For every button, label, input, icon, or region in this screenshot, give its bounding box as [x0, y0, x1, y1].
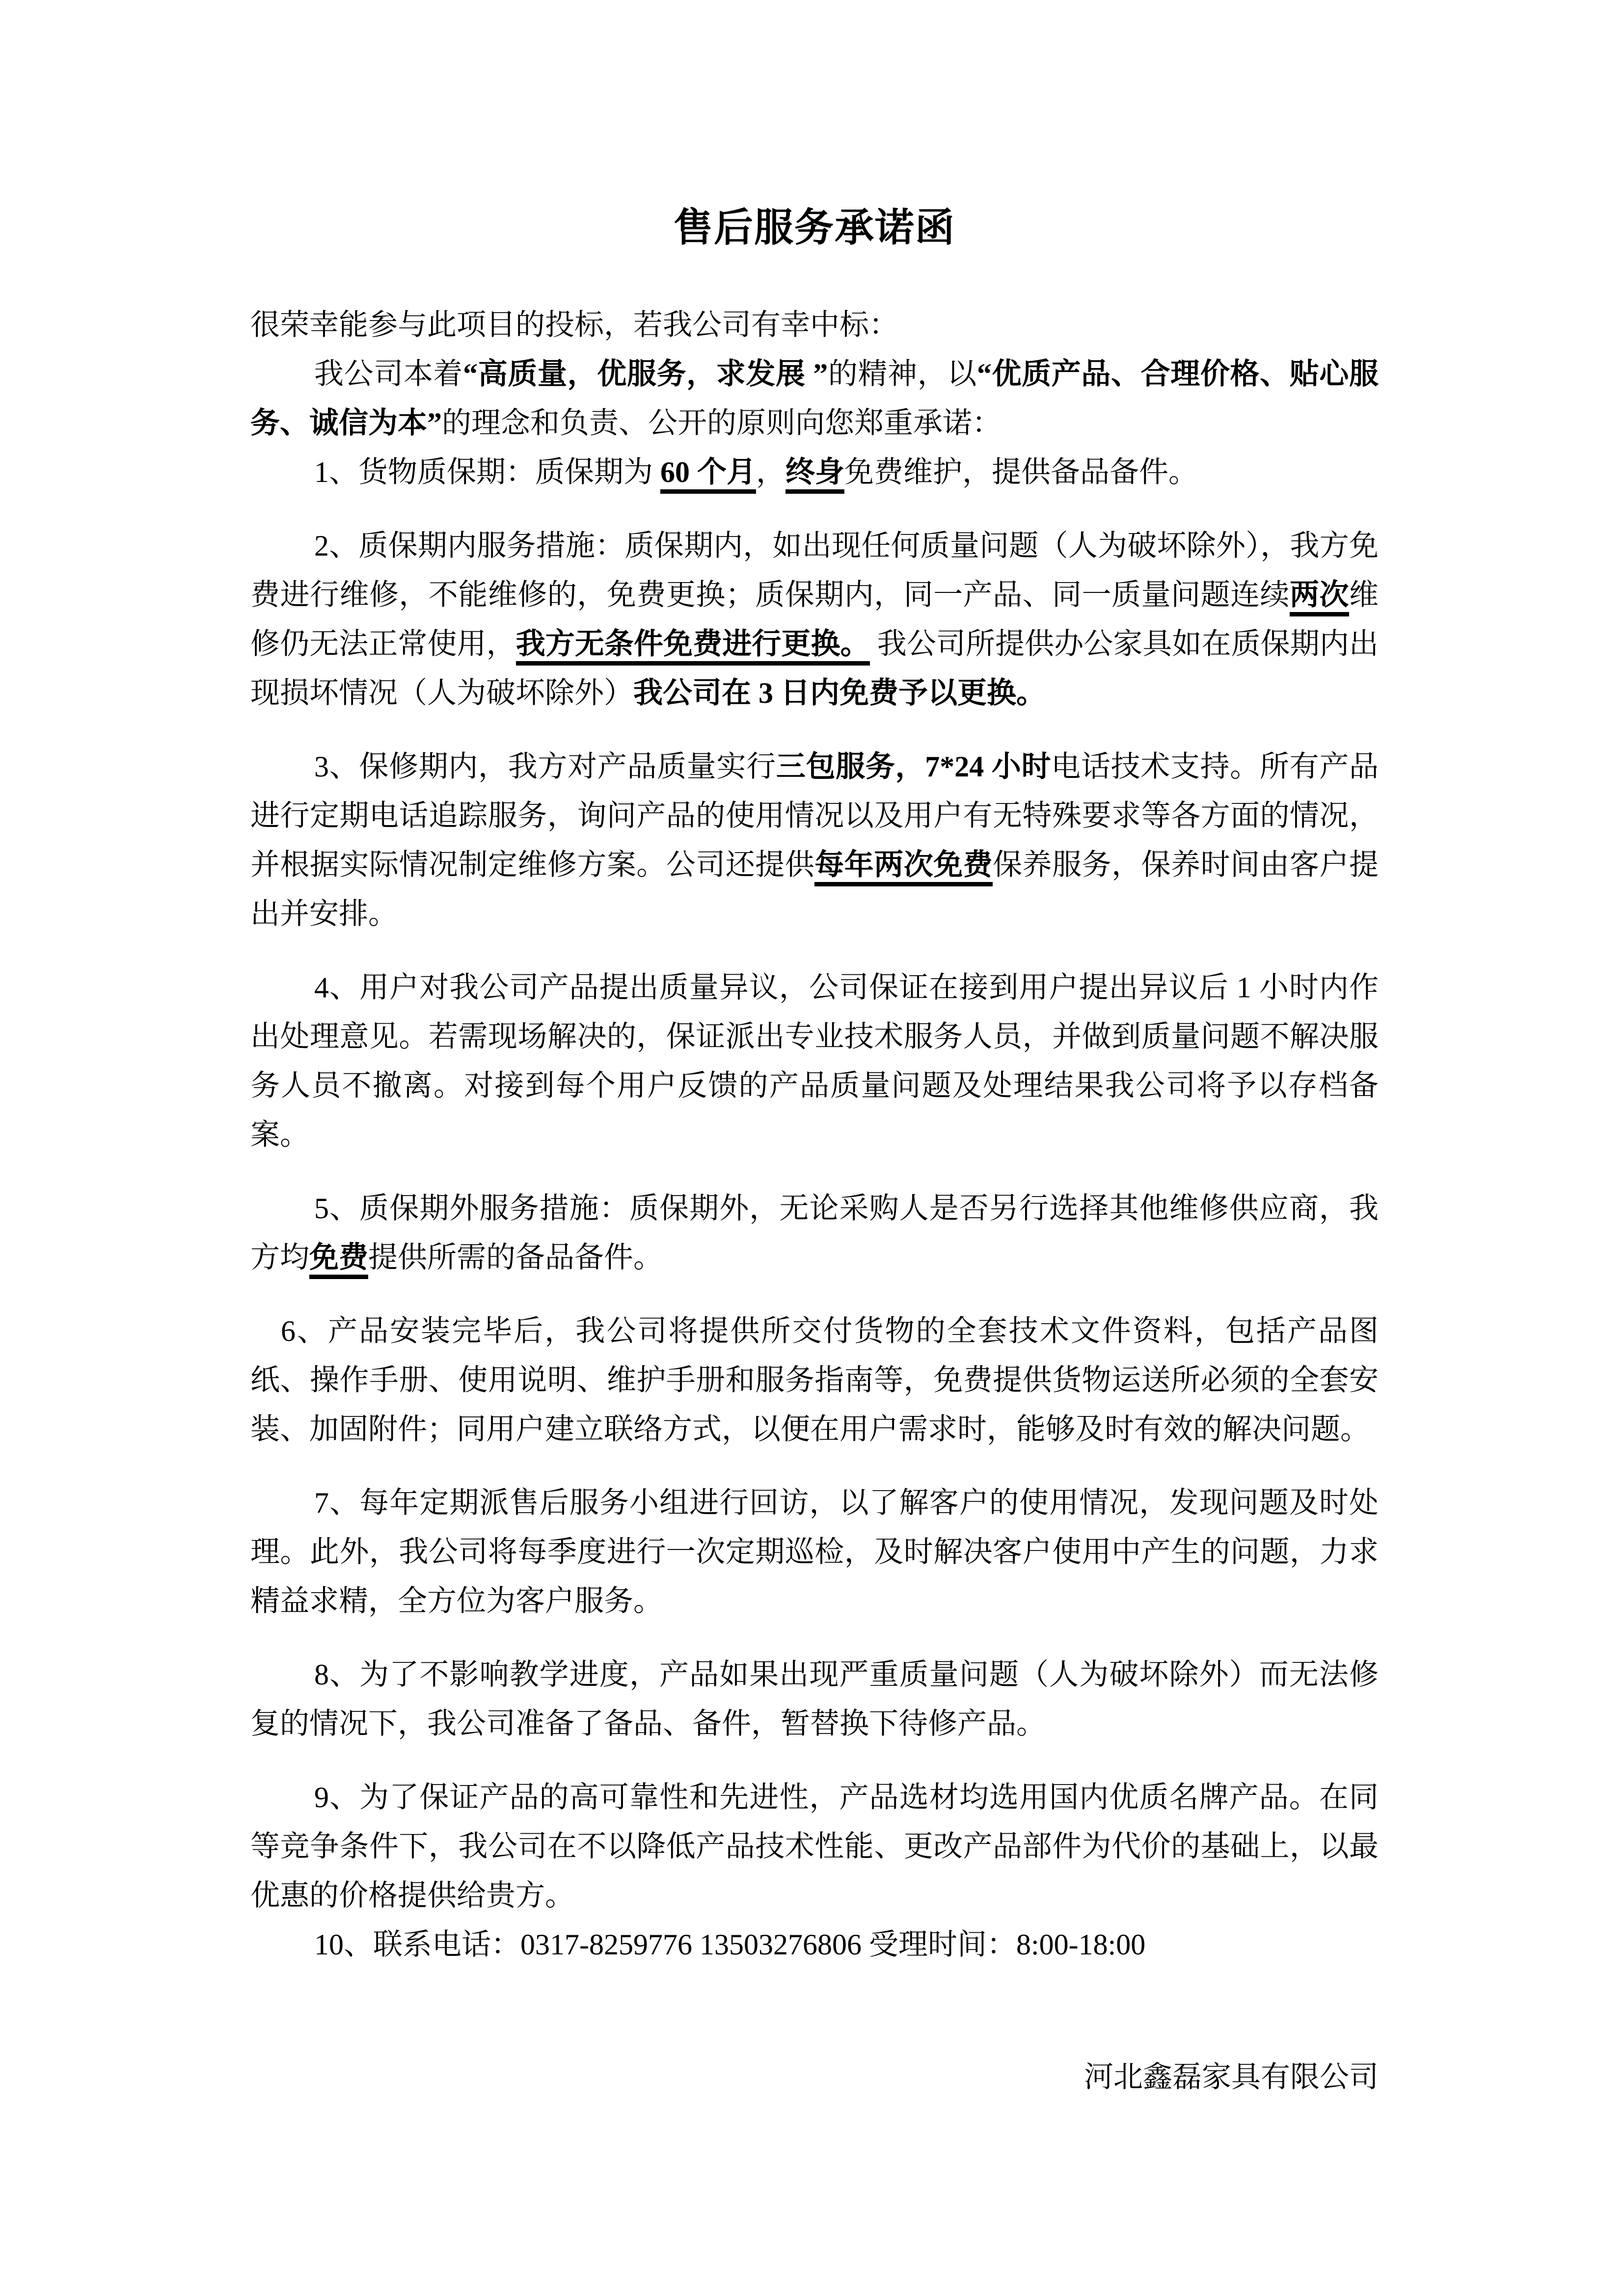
paragraph	[250, 963, 1379, 1159]
paragraph	[250, 1184, 1379, 1282]
text-run: 8、为了不影响教学进度，产品如果出现严重质量问题（人为破坏除外）而无法修复的情况下，我公司准备了备品、备件，暂替换下待修产品。	[250, 1658, 1379, 1740]
emphasis-text: 免费	[309, 1241, 368, 1279]
emphasis-text: “高质量，优服务，求发展 ”	[463, 358, 828, 390]
paragraph	[250, 742, 1379, 938]
text-run: 很荣幸能参与此项目的投标，若我公司有幸中标：	[250, 309, 898, 341]
text-run: 1、货物质保期：质保期为	[314, 456, 660, 488]
paragraph	[250, 1650, 1379, 1748]
text-run: ，	[756, 456, 785, 488]
emphasis-text: 60 个月	[660, 456, 756, 494]
footer-company: 河北鑫磊家具有限公司	[1084, 2061, 1379, 2093]
text-run: 电话技术支持。所有产品进行定期电话追踪服务，询问产品的使用情况以及用户有无特殊要求等各方面的情况，并根据实际情况制定维修方案。公司还提供	[250, 750, 1379, 881]
text-run: 7、每年定期派售后服务小组进行回访，以了解客户的使用情况，发现问题及时处理。此外，我公司将每季度进行一次定期巡检，及时解决客户使用中产生的问题，力求精益求精，全方位为客户服务。	[250, 1487, 1379, 1617]
text-run: 保养服务，保养时间由客户提出并安排。	[250, 849, 1379, 930]
paragraph	[250, 1773, 1379, 1920]
paragraph	[250, 448, 1379, 497]
paragraph	[250, 300, 1379, 349]
text-run: 2、质保期内服务措施：质保期内，如出现任何质量问题（人为破坏除外），我方免费进行维修，不能维修的，免费更换；质保期内，同一产品、同一质量问题连续	[250, 530, 1379, 611]
text-run: 6、产品安装完毕后，我公司将提供所交付货物的全套技术文件资料，包括产品图纸、操作手册、使用说明、维护手册和服务指南等，免费提供货物运送所必须的全套安装、加固附件；同用户建立联络方式，以便在用户需求时，能够及时有效的解决问题。	[250, 1315, 1379, 1445]
text-run: 免费维护，提供备品备件。	[844, 456, 1198, 488]
text-run: 我公司所提供办公家具如在质保期内出现损坏情况（人为破坏除外）	[250, 628, 1379, 709]
text-run: 维修仍无法正常使用，	[250, 579, 1379, 660]
paragraph	[250, 349, 1379, 448]
text-run: 我公司本着	[314, 358, 463, 390]
text-run: 10、联系电话：0317-8259776 13503276806 受理时间：8:00-18:00	[314, 1928, 1146, 1961]
text-run: 的理念和负责、公开的原则向您郑重承诺：	[442, 407, 1001, 439]
emphasis-text: 我方无条件免费进行更换。	[516, 628, 870, 666]
paragraph	[250, 1920, 1379, 1969]
emphasis-text: “优质产品、合理价格、贴心服务、诚信为本”	[250, 358, 1379, 439]
emphasis-text: 我公司在 3 日内免费予以更换。	[633, 677, 1046, 709]
text-run: 9、为了保证产品的高可靠性和先进性，产品选材均选用国内优质名牌产品。在同等竞争条件下，我公司在不以降低产品技术性能、更改产品部件为代价的基础上，以最优惠的价格提供给贵方。	[250, 1781, 1379, 1912]
text-run: 4、用户对我公司产品提出质量异议，公司保证在接到用户提出异议后 1 小时内作出处理意见。若需现场解决的，保证派出专业技术服务人员，并做到质量问题不解决服务人员不撤离。对接到每个用户反馈的产品质量问题及处理结果我公司将予以存档备案。	[250, 971, 1379, 1151]
emphasis-text: 三包服务，7*24 小时	[776, 750, 1052, 783]
paragraph	[250, 521, 1379, 718]
text-run: 的精神，以	[828, 358, 977, 390]
document-title: 售后服务承诺函	[674, 207, 955, 250]
paragraph	[250, 1478, 1379, 1626]
text-run: 3、保修期内，我方对产品质量实行	[314, 750, 776, 783]
emphasis-text: 终身	[785, 456, 844, 494]
text-run: 5、质保期外服务措施：质保期外，无论采购人是否另行选择其他维修供应商，我方均	[250, 1192, 1379, 1274]
emphasis-text: 两次	[1290, 579, 1349, 616]
paragraph	[250, 1307, 1379, 1454]
paragraph-list	[250, 300, 1379, 1969]
text-run: 提供所需的备品备件。	[368, 1241, 663, 1274]
emphasis-text: 每年两次免费	[814, 849, 993, 886]
